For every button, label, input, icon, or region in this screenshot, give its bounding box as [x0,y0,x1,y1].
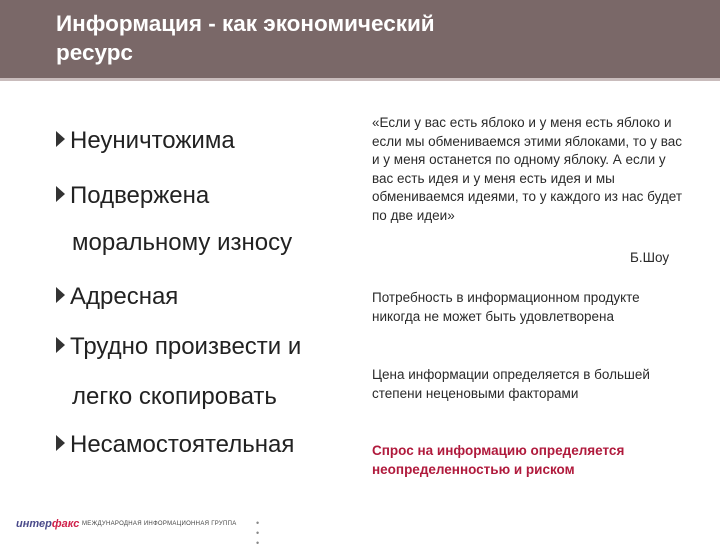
bullet-text: Подвержена [70,182,210,209]
slide-title [56,9,435,67]
slide-header [0,0,720,78]
logo-part1: интер [16,518,52,530]
arrow-bullet-icon [56,337,65,353]
footer-dots: • • • [256,518,260,548]
bullet-continuation: легко скопировать [72,383,277,410]
interfax-logo [16,518,79,530]
arrow-bullet-icon [56,287,65,303]
bullet-continuation: моральному износу [72,229,293,256]
logo-part2: факс [51,518,80,530]
point-demand-uncertainty: Спрос на информацию определяется неопределенностью и риском [372,443,625,477]
bullet-text: Несамостоятельная [70,431,295,458]
arrow-bullet-icon [56,435,65,451]
slide-title-line1: Информация - как экономический [56,11,435,36]
point-demand-unsatisfied: Потребность в информационном продукте никогда не может быть удовлетворена [372,290,640,324]
arrow-bullet-icon [56,186,65,202]
shaw-quote: «Если у вас есть яблоко и у меня есть яблоко и если мы обмениваемся этими яблоками, то у вас и у меня останется по одному яблоку. А если у вас есть идея и у меня есть идея и мы обмениваемся идеями, то у каждого из нас будет по две идеи» [372,115,683,223]
point-price-factors: Цена информации определяется в большей степени неценовыми факторами [372,367,650,401]
bullet-item [56,282,178,312]
slide-title-line2: ресурс [56,40,133,65]
bullet-text: Адресная [70,283,179,310]
bullet-text: Неуничтожима [70,127,235,154]
arrow-bullet-icon [56,131,65,147]
bullet-item [56,126,235,156]
bullet-text: Трудно произвести и [70,333,302,360]
footer-tagline: МЕЖДУНАРОДНАЯ ИНФОРМАЦИОННАЯ ГРУППА [82,521,237,527]
bullet-item [56,181,209,211]
quote-author: Б.Шоу [630,250,670,265]
bullet-item [56,430,294,460]
header-divider [0,78,720,81]
bullet-item [56,332,301,362]
